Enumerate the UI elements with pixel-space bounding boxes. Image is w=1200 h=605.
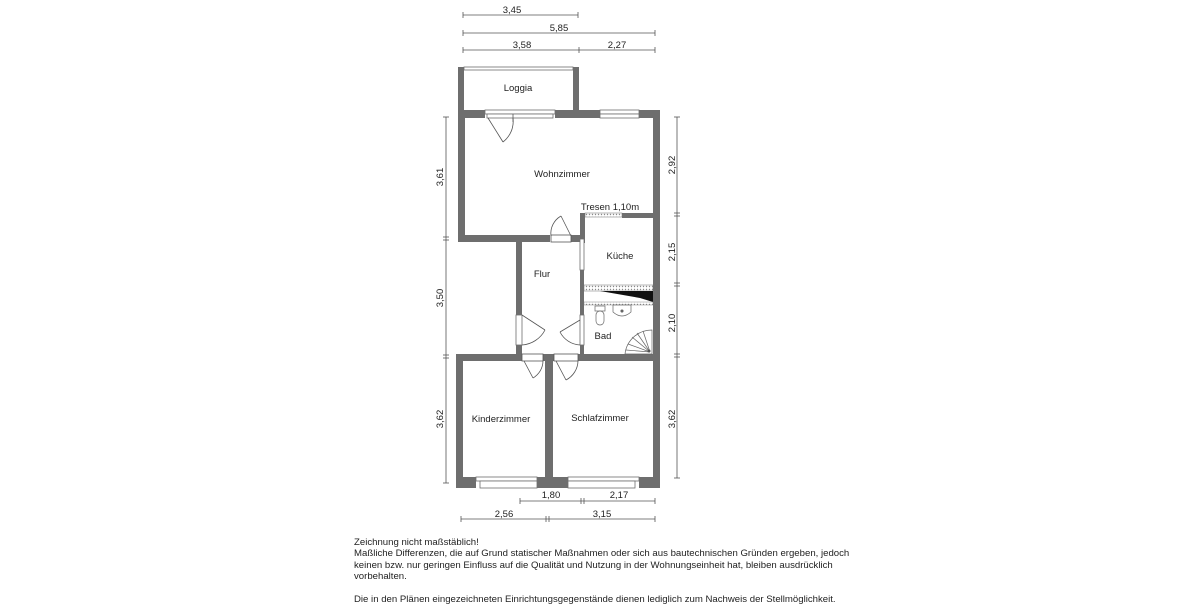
room-label-schlafzimmer: Schlafzimmer: [571, 413, 629, 424]
tresen-counter: [585, 213, 622, 217]
dim-right-kueche: 2,15: [667, 242, 678, 262]
dim-bottom-inner-right: 2,17: [609, 490, 629, 501]
dim-right-wohnzimmer: 2,92: [667, 155, 678, 175]
shower-icon: [625, 330, 652, 354]
room-label-loggia: Loggia: [503, 83, 533, 94]
dim-bottom-outer-left: 2,56: [494, 509, 514, 520]
kitchen-counter: [584, 285, 653, 291]
toilet-icon: [595, 306, 605, 325]
room-label-flur: Flur: [533, 269, 551, 280]
dim-left-lower: 3,62: [435, 409, 446, 429]
kitchen-wall-wedge: [600, 291, 653, 302]
room-label-kueche: Küche: [606, 251, 634, 262]
room-label-bad: Bad: [594, 331, 612, 342]
dim-top-left: 3,58: [512, 40, 532, 51]
note-not-to-scale: Zeichnung nicht maßstäblich!: [354, 537, 479, 548]
dim-left-upper: 3,61: [435, 167, 446, 187]
dim-bottom-inner-left: 1,80: [541, 490, 561, 501]
dim-top-total: 5,85: [549, 23, 569, 34]
room-label-tresen: Tresen 1,10m: [580, 202, 640, 213]
dim-right-bad: 2,10: [667, 313, 678, 333]
dim-right-schlafzimmer: 3,62: [667, 409, 678, 429]
note-furnishing: Die in den Plänen eingezeichneten Einrichtungsgegenstände dienen lediglich zum Nachweis der Stellmöglichkeit.: [354, 593, 836, 605]
dim-top-loggia: 3,45: [502, 5, 522, 16]
disclaimer-notes: [354, 537, 874, 605]
doors: [488, 114, 580, 380]
dim-left-middle: 3,50: [435, 288, 446, 308]
room-label-kinderzimmer: Kinderzimmer: [471, 414, 531, 425]
dim-top-right: 2,27: [607, 40, 627, 51]
dim-bottom-outer-right: 3,15: [592, 509, 612, 520]
room-label-wohnzimmer: Wohnzimmer: [534, 169, 590, 180]
dimension-lines: [443, 12, 680, 522]
note-dimension-differences: Maßliche Differenzen, die auf Grund statischer Maßnahmen oder sich aus bautechnischen Gründen ergeben, jedoch keinen bzw. nur geringen Einfluss auf die Qualität und Nutzung in der Wohnungseinheit hat, bleiben ausdrücklich vorbehalten.: [354, 548, 850, 583]
sink-icon: [613, 305, 631, 316]
